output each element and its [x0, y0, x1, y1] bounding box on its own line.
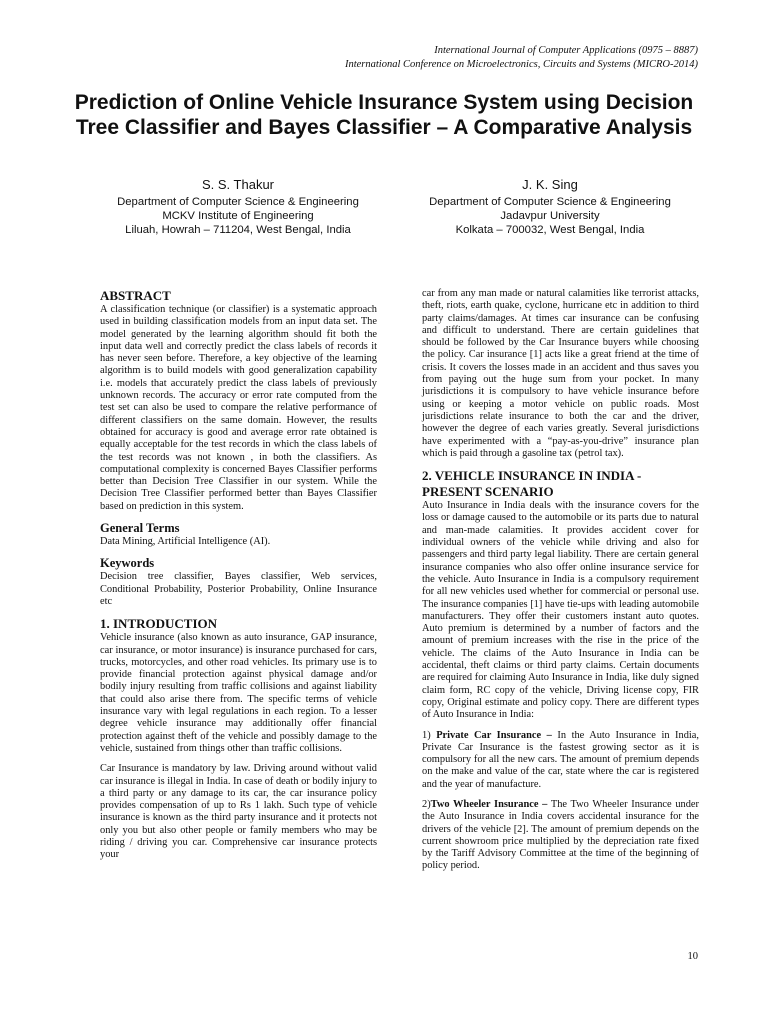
- author-institution: Jadavpur University: [500, 210, 600, 222]
- paper-title: Prediction of Online Vehicle Insurance System using Decision Tree Classifier and Bayes Classifier – A Comparative Analysis: [74, 91, 694, 139]
- section-2-paragraph: Auto Insurance in India deals with the insurance covers for the loss or damage caused to the automobile or its parts due to natural and man-made calamities. It provides accident cover for individual owners of the vehicle while driving and also for passengers and third party legal liability. There are certain general insurance companies who also offer online insurance service for the vehicle. Auto Insurance in India is a compulsory requirement for all new vehicles used whether for commercial or personal use. The insurance companies [1] have tie-ups with leading automobile manufacturers. They offer their customers instant auto quotes. Auto premium is determined by a number of factors and the amount of premium increases with the rise in the price of the vehicle. The claims of the Auto Insurance in India can be accidental, theft claims or third party claims. Certain documents are required for claiming Auto Insurance in India, like duly signed claim form, RC copy of the vehicle, Driving license copy, FIR copy, Original estimate and policy copy. There are different types of Auto Insurance in India:: [422, 500, 699, 721]
- abstract-text: A classification technique (or classifier) is a systematic approach used in building classification models from an input data set. The model generated by the learning algorithm should fit both the input data well and correctly predict the class labels of records it has never seen before. Therefore, a key objective of the learning algorithm is to build models with good generalization capability i.e. models that accurately predict the class labels of previously unknown records. The accuracy or error rate computed from the test set can also be used to compare the relative performance of different classifiers on the same domain. However, the results obtained for accuracy is good and average error rate obtained is equally acceptable for the test records in which the class labels of the test records was not known , in both the classifiers. As computational complexity is concerned Bayes Classifier performs better than Decision Tree Classifier in our system. While the Decision Tree Classifier performed better than Bayes Classifier based on prediction in this system.: [100, 304, 377, 512]
- introduction-paragraph: Car Insurance is mandatory by law. Driving around without valid car insurance is illegal in India. In case of death or bodily injury to a third party or any damage to its car, the car insurance policy provides compensation of up to Rs 1 lakh. Such type of vehicle insurance is known as the third party insurance and it protects not only you but also other people or family members who may be riding / driving you car. Comprehensive car insurance protects your: [100, 763, 377, 861]
- general-terms-text: Data Mining, Artificial Intelligence (AI).: [100, 536, 271, 548]
- author-address: Kolkata – 700032, West Bengal, India: [455, 224, 645, 236]
- author-department: Department of Computer Science & Engineering: [429, 196, 671, 208]
- item-text: The Two Wheeler Insurance under the Auto Insurance in India covers accidental insurance for the drivers of the vehicle [2]. The amount of premium depends on the current showroom price multiplied by the depreciation rate fixed by the Tariff Advisory Committee at the time of the beginning of policy period.: [422, 798, 699, 872]
- item-text: In the Auto Insurance in India, Private Car Insurance is the fastest growing sector as it is compulsory for all the new cars. The amount of premium depends on the make and value of the car, state where the car is registered and the year of manufacture.: [422, 729, 699, 790]
- author-block: [400, 176, 700, 237]
- right-column: [422, 288, 699, 873]
- general-terms-heading: General Terms: [100, 521, 180, 536]
- item-number: 1): [422, 729, 437, 741]
- author-address: Liluah, Howrah – 711204, West Bengal, India: [125, 224, 351, 236]
- item-title: Private Car Insurance –: [436, 729, 552, 741]
- author-department: Department of Computer Science & Engineering: [117, 196, 359, 208]
- item-number: 2): [422, 798, 431, 810]
- keywords-heading: Keywords: [100, 556, 155, 571]
- introduction-heading: 1. INTRODUCTION: [100, 616, 218, 632]
- author-name: S. S. Thakur: [201, 177, 274, 192]
- introduction-paragraph: Vehicle insurance (also known as auto insurance, GAP insurance, car insurance, or motor insurance) is insurance purchased for cars, trucks, motorcycles, and other road vehicles. Its primary use is to provide financial protection against physical damage and/or bodily injury resulting from traffic collisions and against liability that could also arise there from. The specific terms of vehicle insurance vary with legal regulations in each region. To a lesser degree vehicle insurance may additionally offer financial protection against theft of the vehicle and possibly damage to the vehicle, sustained from things other than traffic collisions.: [100, 632, 377, 754]
- page-number: 10: [687, 951, 698, 962]
- private-car-insurance-item: [422, 730, 699, 791]
- left-column: [100, 288, 377, 862]
- introduction-paragraph: car from any man made or natural calamities like terrorist attacks, theft, riots, earth quake, cyclone, hurricane etc in addition to third party claims/damages. At times car insurance can be confusing and difficult to understand. There are certain guidelines that should be followed by the Car Insurance buyers while choosing the policy. Car insurance [1] acts like a great friend at the time of crisis. It covers the losses made in an accident and thus saves you from paying out the huge sum from your pocket. In many jurisdictions it is compulsory to have vehicle insurance before using or keeping a motor vehicle on public roads. Most jurisdictions relate insurance to both the car and the driver, however the degree of each varies greatly. Several jurisdictions have experimented with a “pay-as-you-drive” insurance plan which is paid through a gasoline tax (petrol tax).: [422, 288, 699, 459]
- section-2-heading: 2. VEHICLE INSURANCE IN INDIA - PRESENT SCENARIO: [422, 468, 642, 500]
- journal-header: International Journal of Computer Applications (0975 – 8887): [434, 45, 698, 56]
- item-title: Two Wheeler Insurance –: [430, 798, 548, 810]
- conference-header: International Conference on Microelectronics, Circuits and Systems (MICRO-2014): [344, 59, 698, 70]
- author-block: [88, 176, 388, 237]
- keywords-text: Decision tree classifier, Bayes classifier, Web services, Conditional Probability, Posterior Probability, Online Insurance etc: [100, 571, 377, 607]
- two-wheeler-insurance-item: [422, 799, 699, 873]
- abstract-heading: ABSTRACT: [100, 288, 171, 303]
- author-institution: MCKV Institute of Engineering: [162, 210, 314, 222]
- author-name: J. K. Sing: [522, 177, 578, 192]
